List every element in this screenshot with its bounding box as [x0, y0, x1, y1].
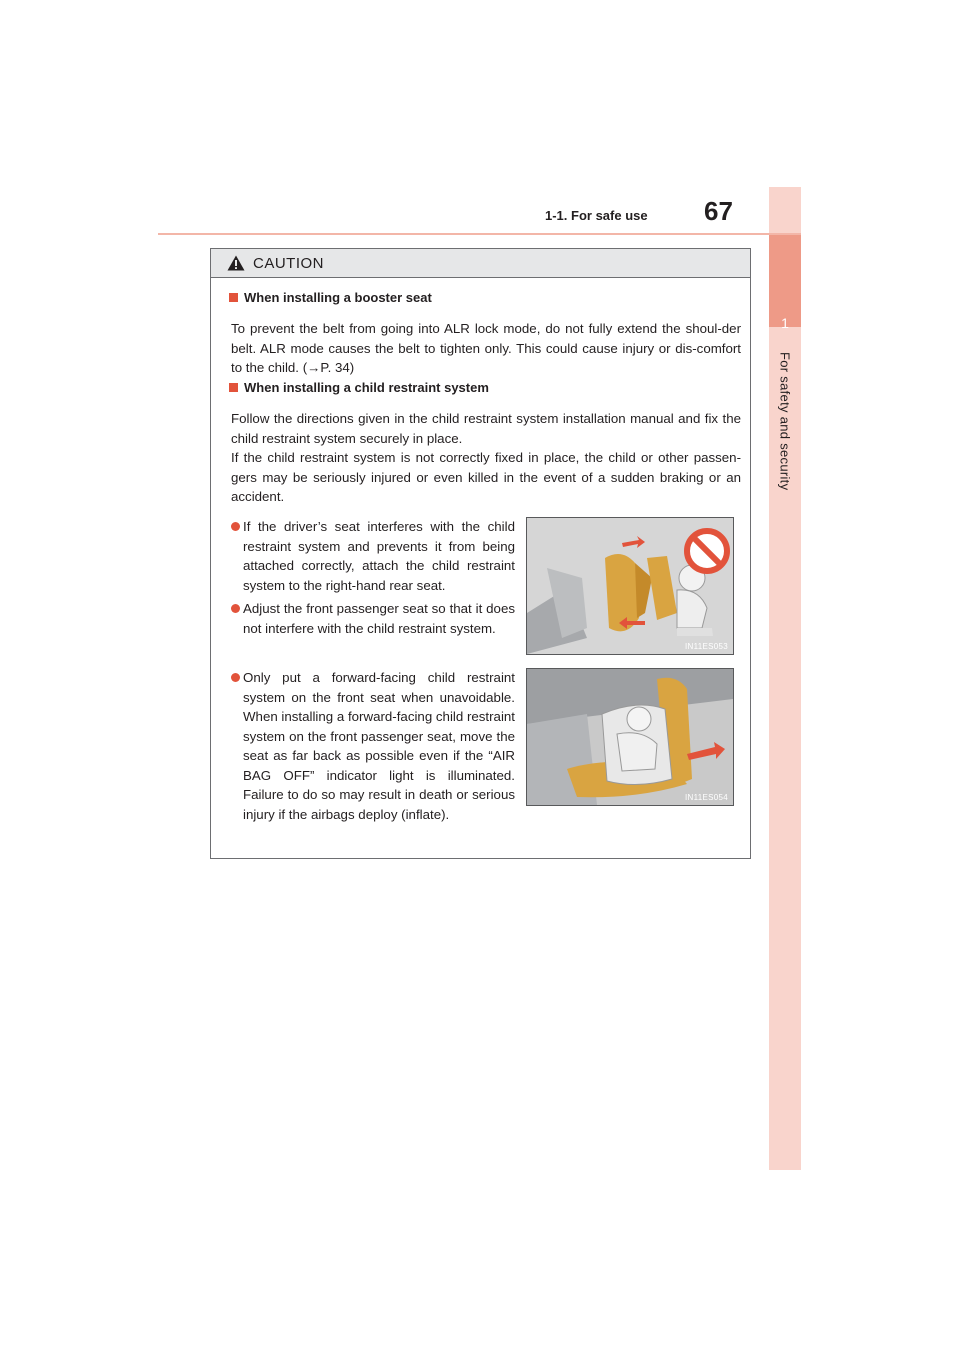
warning-triangle-icon	[227, 255, 245, 271]
header-rule	[158, 233, 801, 235]
figure-code: IN11ES053	[684, 642, 728, 651]
bullet-item	[231, 517, 515, 595]
page-number: 67	[704, 196, 733, 226]
caution-box	[210, 248, 751, 859]
figure-front-passenger-seat	[526, 668, 734, 806]
bullet-text-3: Only put a forward-facing child restraint system on the front seat when unavoidable. When installing a forward-facing child restraint system on the front passenger seat, move the seat as far back as possible even if the “AIR BAG OFF” indicator light is illuminated. Failure to do so may result in death or serious injury if the airbags deploy (inflate).	[243, 670, 515, 822]
bullet-item	[231, 668, 515, 824]
child-restraint-text-2: If the child restraint system is not correctly fixed in place, the child or other passen-gers may be seriously injured or even killed in the event of a sudden braking or an accident.	[231, 450, 741, 504]
child-restraint-heading	[229, 380, 489, 395]
square-bullet-icon	[229, 293, 238, 302]
chapter-title-vertical	[769, 352, 801, 772]
round-bullet-icon	[231, 522, 240, 531]
chapter-number: 1	[781, 315, 789, 331]
booster-heading	[229, 290, 432, 305]
forward-facing-seat-illustration	[527, 669, 733, 805]
child-seat-interference-illustration	[527, 518, 733, 654]
booster-text: To prevent the belt from going into ALR lock mode, do not fully extend the shoul-der belt. ALR mode causes the belt to tighten only. This could cause injury or dis-comfort to the child. (→P. 34)	[231, 321, 741, 375]
chapter-number-box	[769, 235, 801, 331]
bullet-text-1: If the driver’s seat interferes with the child restraint system and prevents it from being attached correctly, attach the child restraint system to the right-hand rear seat.	[243, 519, 515, 593]
round-bullet-icon	[231, 604, 240, 613]
square-bullet-icon	[229, 383, 238, 392]
figure-driver-seat-interference	[526, 517, 734, 655]
figure-code: IN11ES054	[684, 793, 728, 802]
child-restraint-text-1: Follow the directions given in the child restraint system installation manual and fix the child restraint system securely in place.	[231, 411, 741, 446]
chapter-title: For safety and security	[777, 352, 793, 491]
booster-heading-text: When installing a booster seat	[244, 290, 432, 305]
round-bullet-icon	[231, 673, 240, 682]
caution-title: CAUTION	[253, 254, 324, 272]
caution-header	[211, 249, 750, 278]
bullet-item	[231, 599, 515, 638]
section-header: 1-1. For safe use	[545, 208, 648, 223]
bullet-text-2: Adjust the front passenger seat so that it does not interfere with the child restraint system.	[243, 601, 515, 636]
child-restraint-heading-text: When installing a child restraint system	[244, 380, 489, 395]
chapter-side-tab	[769, 187, 801, 1170]
